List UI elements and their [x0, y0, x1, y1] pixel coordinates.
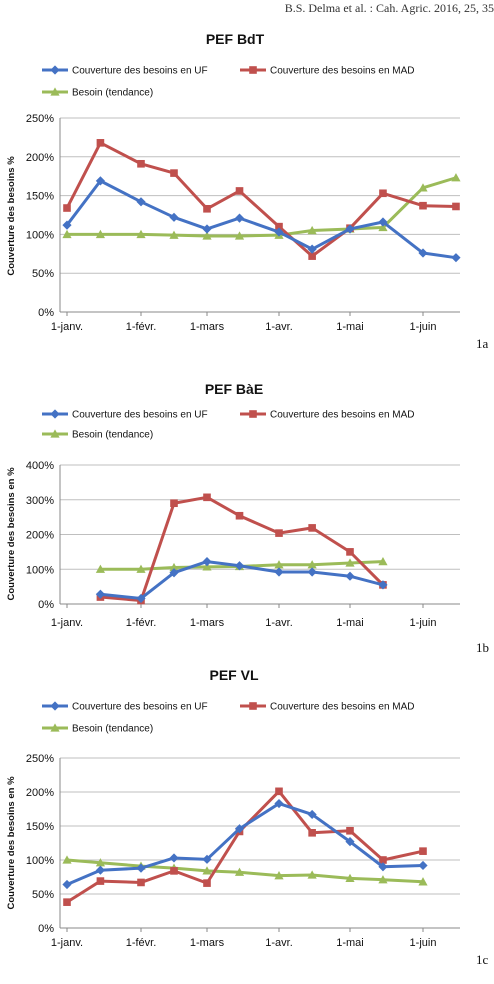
data-point-uf [451, 253, 460, 262]
data-point-mad [63, 898, 71, 906]
data-point-mad [346, 827, 354, 835]
legend-item-besoin [42, 723, 153, 734]
x-tick-label: 1-avr. [265, 617, 293, 629]
y-axis-label: Couverture des besoins en % [6, 776, 17, 910]
chart-panel-1c [0, 660, 494, 980]
legend-item-mad [240, 702, 415, 713]
data-point-mad [419, 847, 427, 855]
y-tick-label: 100% [25, 855, 54, 867]
y-tick-label: 200% [25, 151, 54, 164]
x-tick-label: 1-févr. [125, 937, 157, 949]
x-tick-label: 1-mars [189, 937, 225, 949]
data-point-uf [96, 866, 105, 875]
y-tick-label: 0% [38, 307, 54, 319]
data-point-mad [203, 205, 211, 213]
legend-label: Couverture des besoins en MAD [270, 65, 415, 77]
y-tick-label: 250% [25, 753, 54, 765]
y-tick-label: 0% [38, 599, 54, 611]
chart-title: PEF BàE [204, 381, 264, 397]
y-tick-label: 300% [25, 494, 54, 507]
legend-item-besoin [42, 429, 153, 440]
data-point-mad [63, 204, 71, 212]
series-besoin [62, 173, 460, 239]
x-tick-label: 1-janv. [50, 321, 84, 333]
chart-panel-1b [0, 368, 494, 660]
data-point-mad [203, 879, 211, 887]
series-line-mad [67, 143, 456, 256]
data-point-mad [452, 203, 460, 211]
y-tick-label: 100% [25, 564, 54, 577]
y-axis-label: Couverture des besoins en % [6, 467, 17, 601]
legend-marker-diamond [50, 409, 59, 418]
series-line-mad [67, 791, 423, 902]
chart-title: PEF VL [209, 667, 259, 683]
data-point-mad [346, 548, 354, 556]
panel-label: 1c [476, 952, 489, 967]
chart-svg [0, 660, 494, 980]
x-tick-label: 1-avr. [265, 937, 293, 949]
legend-label: Couverture des besoins en MAD [270, 701, 415, 713]
y-tick-label: 50% [31, 889, 54, 901]
y-tick-label: 50% [31, 268, 54, 281]
legend-marker-diamond [50, 701, 59, 710]
series-line-besoin [67, 860, 423, 882]
legend-label: Couverture des besoins en MAD [270, 409, 415, 421]
panel-label: 1a [476, 336, 489, 350]
legend-marker-square [249, 410, 257, 418]
data-point-mad [379, 189, 387, 197]
chart-panel-1a [0, 22, 494, 350]
legend-label: Besoin (tendance) [72, 429, 154, 441]
y-tick-label: 150% [25, 821, 54, 833]
panel-label: 1b [476, 640, 489, 655]
legend-item-uf [42, 409, 208, 420]
legend-label: Besoin (tendance) [72, 723, 154, 735]
data-point-mad [137, 879, 145, 887]
data-point-mad [170, 169, 178, 177]
legend-item-besoin [42, 87, 153, 98]
data-point-uf [169, 213, 178, 222]
x-tick-label: 1-mai [336, 321, 364, 333]
page-header-citation: B.S. Delma et al. : Cah. Agric. 2016, 25, 35 [284, 1, 494, 15]
data-point-uf [418, 861, 427, 870]
data-point-uf [345, 572, 354, 581]
y-tick-label: 200% [25, 529, 54, 542]
legend-marker-square [249, 66, 257, 74]
series-uf [62, 176, 460, 262]
legend-item-mad [240, 66, 415, 77]
chart-svg [0, 22, 494, 350]
data-point-uf [235, 214, 244, 223]
legend-label: Besoin (tendance) [72, 87, 154, 99]
x-tick-label: 1-févr. [125, 321, 157, 333]
y-tick-label: 150% [25, 190, 54, 203]
data-point-mad [236, 187, 244, 195]
legend-item-uf [42, 65, 208, 76]
series-line-uf [67, 181, 456, 258]
data-point-mad [170, 867, 178, 875]
y-tick-label: 250% [25, 113, 54, 125]
data-point-mad [275, 788, 283, 796]
x-tick-label: 1-janv. [50, 617, 84, 629]
series-uf [62, 799, 427, 889]
legend-label: Couverture des besoins en UF [72, 409, 208, 421]
data-point-uf [202, 557, 211, 566]
data-point-uf [202, 224, 211, 233]
x-tick-label: 1-juin [409, 321, 437, 333]
y-axis-label: Couverture des besoins % [6, 156, 17, 276]
x-tick-label: 1-avr. [265, 321, 293, 333]
y-tick-label: 200% [25, 787, 54, 799]
legend-marker-diamond [50, 65, 59, 74]
data-point-mad [97, 877, 105, 885]
x-tick-label: 1-juin [409, 617, 437, 629]
x-tick-label: 1-mars [189, 617, 225, 629]
data-point-mad [308, 829, 316, 837]
data-point-mad [170, 499, 178, 507]
chart-title: PEF BdT [205, 31, 265, 47]
data-point-mad [236, 512, 244, 520]
y-tick-label: 400% [25, 460, 54, 472]
data-point-mad [275, 529, 283, 537]
data-point-mad [203, 494, 211, 502]
data-point-mad [419, 202, 427, 210]
chart-svg [0, 368, 494, 660]
x-tick-label: 1-janv. [50, 937, 84, 949]
x-tick-label: 1-mai [336, 937, 364, 949]
data-point-mad [308, 524, 316, 532]
legend-label: Couverture des besoins en UF [72, 701, 208, 713]
data-point-uf [169, 853, 178, 862]
legend-label: Couverture des besoins en UF [72, 65, 208, 77]
legend-item-uf [42, 701, 208, 712]
legend-marker-square [249, 702, 257, 710]
data-point-mad [137, 160, 145, 168]
series-mad [97, 494, 387, 605]
x-tick-label: 1-févr. [125, 617, 157, 629]
x-tick-label: 1-juin [409, 937, 437, 949]
series-mad [63, 788, 427, 906]
y-tick-label: 100% [25, 229, 54, 242]
data-point-uf [62, 880, 71, 889]
x-tick-label: 1-mars [189, 321, 225, 333]
x-tick-label: 1-mai [336, 617, 364, 629]
data-point-mad [97, 139, 105, 147]
y-tick-label: 0% [38, 923, 54, 935]
legend-item-mad [240, 410, 415, 421]
